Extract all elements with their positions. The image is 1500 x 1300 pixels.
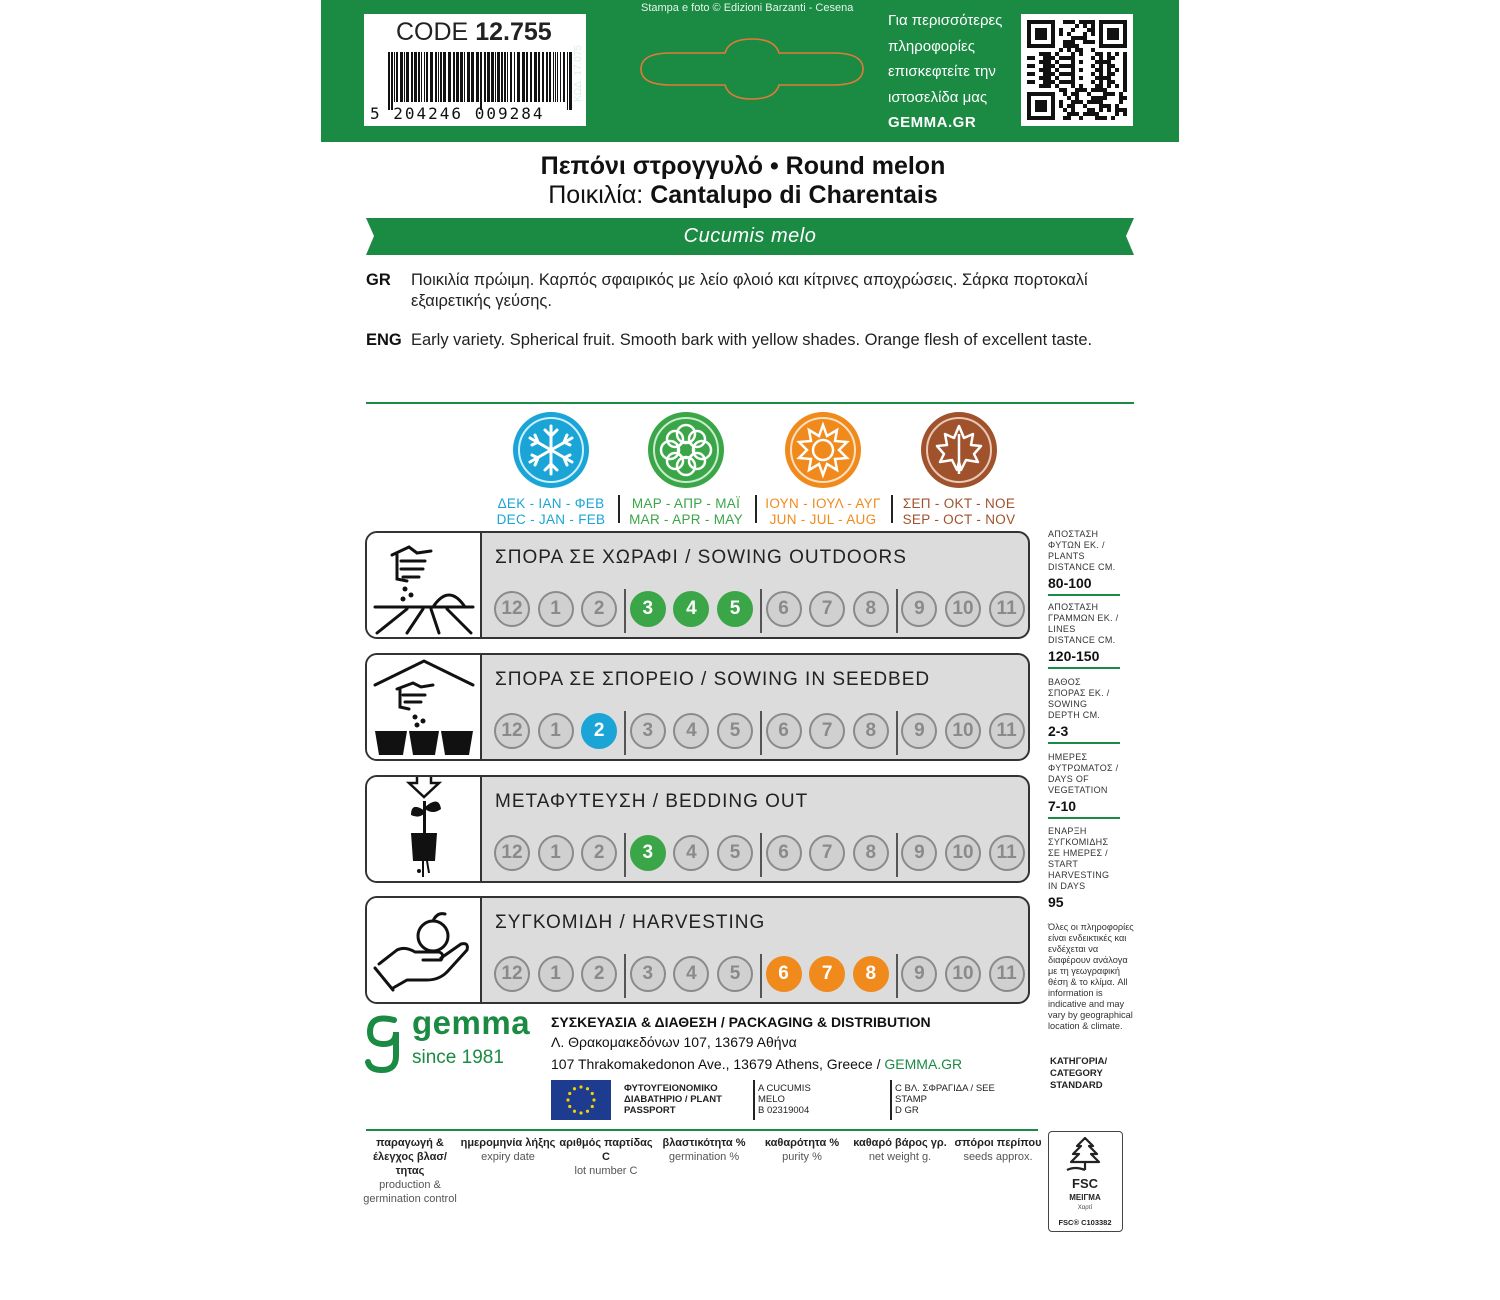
season-divider <box>755 495 757 523</box>
row-title: ΣΠΟΡΑ ΣΕ ΧΩΡΑΦΙ / SOWING OUTDOORS <box>495 547 907 568</box>
spec-caption: ΑΠΟΣΤΑΣΗ ΓΡΑΜΜΩΝ ΕΚ. / LINES DISTANCE CM. <box>1048 602 1119 645</box>
month-circle: 2 <box>581 591 617 627</box>
spec-underline <box>1048 594 1120 596</box>
fsc-tree-icon <box>1049 1132 1121 1176</box>
col-seeds-approx <box>950 1136 1046 1164</box>
category-label: ΚΑΤΗΓΟΡΙΑ/ CATEGORY STANDARD <box>1050 1056 1108 1091</box>
month-circle: 2 <box>581 835 617 871</box>
more-info-text <box>888 8 1028 136</box>
row-harvesting <box>365 896 1030 1004</box>
month-circle: 8 <box>853 835 889 871</box>
season-label-gr: ΜΑΡ - ΑΠΡ - ΜΑΪ <box>631 496 741 511</box>
month-track <box>488 591 1028 631</box>
col-lot-number <box>558 1136 654 1178</box>
divider <box>366 402 1134 404</box>
disclaimer-note: Όλες οι πληροφορίες είναι ενδεικτικές και ενδέχεται να διαφέρουν ανάλογα με τη γεωγραφική θέση & το κλίμα. All information is indicative and may vary by geographical location & climate. <box>1048 922 1134 1031</box>
month-circle: 11 <box>989 713 1025 749</box>
season-label-gr: ΣΕΠ - ΟΚΤ - ΝΟΕ <box>902 496 1016 511</box>
col-label-en: seeds approx. <box>963 1151 1033 1163</box>
more-info-line: Για περισσότερες <box>888 12 1003 29</box>
plant-passport-title: ΦΥΤΟΥΓΕΙΟΝΟΜΙΚΟ ΔΙΑΒΑΤΗΡΙΟ / PLANT PASSPORT <box>624 1083 722 1116</box>
season-summer <box>759 412 887 528</box>
month-circle: 6 <box>766 956 802 992</box>
fsc-badge <box>1048 1131 1123 1232</box>
month-circle: 12 <box>494 835 530 871</box>
row-title: ΣΥΓΚΟΜΙΔΗ / HARVESTING <box>495 912 766 933</box>
kod-code: ΚΩΔ. 17.075 <box>573 45 584 102</box>
col-label-gr: ημερομηνία λήξης <box>460 1137 556 1149</box>
month-circle: 3 <box>630 956 666 992</box>
col-label-gr: αριθμός παρτίδας C <box>559 1137 653 1163</box>
spec-value: 7-10 <box>1048 798 1077 814</box>
lang-label: GR <box>366 271 391 289</box>
quarter-divider <box>896 833 898 877</box>
quarter-divider <box>624 711 626 755</box>
month-circle: 11 <box>989 591 1025 627</box>
variety-line: Ποικιλία: Cantalupo di Charentais <box>548 181 938 209</box>
quarter-divider <box>760 954 762 998</box>
quarter-divider <box>624 954 626 998</box>
row-title: ΣΠΟΡΑ ΣΕ ΣΠΟΡΕΙΟ / SOWING IN SEEDBED <box>495 669 931 690</box>
quarter-divider <box>896 589 898 633</box>
quarter-divider <box>624 589 626 633</box>
description-text: Ποικιλία πρώιμη. Καρπός σφαιρικός με λείο φλοιό και κίτρινες αποχρώσεις. Σάρκα πορτοκαλί εξαιρετικής γεύσης. <box>411 271 1088 310</box>
plant-passport-c <box>895 1083 995 1116</box>
col-label-gr: παραγωγή & έλεγχος βλασ/τητας <box>373 1137 447 1177</box>
quarter-divider <box>896 711 898 755</box>
month-circle: 5 <box>717 956 753 992</box>
more-info-line: επισκεφτείτε την <box>888 63 996 80</box>
product-code: CODE 12.755 <box>396 18 552 46</box>
spec-caption: ΗΜΕΡΕΣ ΦΥΤΡΩΜΑΤΟΣ / DAYS OF VEGETATION <box>1048 752 1119 795</box>
season-label-en: SEP - OCT - NOV <box>902 512 1016 527</box>
col-germination <box>656 1136 752 1164</box>
month-circle: 2 <box>581 956 617 992</box>
row-sowing-seedbed <box>365 653 1030 761</box>
seedbed-icon <box>367 655 482 759</box>
month-circle: 5 <box>717 713 753 749</box>
quarter-divider <box>760 833 762 877</box>
month-circle: 1 <box>538 591 574 627</box>
row-sowing-outdoors <box>365 531 1030 639</box>
month-circle: 12 <box>494 591 530 627</box>
passport-field: B 02319004 <box>758 1105 810 1116</box>
sowing-outdoors-icon <box>367 533 482 637</box>
month-circle: 6 <box>766 835 802 871</box>
fsc-code: FSC® C103382 <box>1058 1218 1112 1227</box>
spec-value: 95 <box>1048 894 1064 910</box>
quarter-divider <box>760 589 762 633</box>
month-circle: 5 <box>717 591 753 627</box>
quarter-divider <box>624 833 626 877</box>
month-circle: 9 <box>901 835 937 871</box>
fsc-label: FSC <box>1072 1176 1098 1191</box>
month-circle: 4 <box>673 591 709 627</box>
col-production-control <box>362 1136 458 1206</box>
month-circle: 6 <box>766 591 802 627</box>
packaging-title: ΣΥΣΚΕΥΑΣΙΑ & ΔΙΑΘΕΣΗ / PACKAGING & DISTRIBUTION <box>551 1014 931 1030</box>
col-label-gr: καθαρό βάρος γρ. <box>853 1137 947 1149</box>
month-circle: 3 <box>630 713 666 749</box>
fsc-paper: Χαρτί <box>1077 1205 1093 1211</box>
spec-sowing-depth <box>1048 677 1120 744</box>
sun-icon <box>785 412 861 488</box>
spec-plants-distance <box>1048 529 1120 596</box>
fsc-mix: ΜΕΙΓΜΑ <box>1069 1193 1101 1202</box>
hang-hole-icon <box>637 35 867 103</box>
barcode-number: 5 204246 009284 <box>370 104 545 123</box>
month-circle: 9 <box>901 956 937 992</box>
month-circle: 3 <box>630 835 666 871</box>
brand-since: since 1981 <box>412 1047 504 1068</box>
season-divider <box>891 495 893 523</box>
header-band <box>321 0 1179 142</box>
description-text: Early variety. Spherical fruit. Smooth bark with yellow shades. Orange flesh of excellent taste. <box>411 331 1093 349</box>
spec-value: 80-100 <box>1048 575 1092 591</box>
flower-icon <box>648 412 724 488</box>
row-bedding-out <box>365 775 1030 883</box>
quarter-divider <box>896 954 898 998</box>
col-label-gr: βλαστικότητα % <box>662 1137 746 1149</box>
month-circle: 11 <box>989 835 1025 871</box>
passport-field: C ΒΛ. ΣΦΡΑΓΙΔΑ / SEE STAMP <box>895 1083 995 1105</box>
month-circle: 11 <box>989 956 1025 992</box>
col-label-en: purity % <box>782 1151 822 1163</box>
more-info-line: ιστοσελίδα μας <box>888 88 988 106</box>
season-label-en: JUN - JUL - AUG <box>769 512 877 527</box>
season-autumn <box>895 412 1023 528</box>
month-circle: 8 <box>853 591 889 627</box>
season-label-en: DEC - JAN - FEB <box>496 512 606 527</box>
month-circle: 10 <box>945 591 981 627</box>
month-circle: 8 <box>853 713 889 749</box>
month-circle: 4 <box>673 956 709 992</box>
month-circle: 9 <box>901 713 937 749</box>
col-purity <box>754 1136 850 1164</box>
product-title: Πεπόνι στρογγυλό • Round melon <box>540 152 946 180</box>
row-title: ΜΕΤΑΦΥΤΕΥΣΗ / BEDDING OUT <box>495 791 809 812</box>
brand-name: gemma <box>412 1004 531 1041</box>
spec-caption: ΕΝΑΡΞΗ ΣΥΓΚΟΜΙΔΗΣ ΣΕ ΗΜΕΡΕΣ / START HARVESTING IN DAYS <box>1048 826 1110 891</box>
col-label-en: expiry date <box>481 1151 535 1163</box>
month-track <box>488 956 1028 996</box>
spec-value: 120-150 <box>1048 648 1100 664</box>
month-circle: 9 <box>901 591 937 627</box>
month-track <box>488 835 1028 875</box>
month-circle: 8 <box>853 956 889 992</box>
month-circle: 7 <box>809 713 845 749</box>
gemma-logo-icon <box>364 1012 404 1074</box>
passport-divider <box>890 1080 892 1120</box>
month-circle: 12 <box>494 713 530 749</box>
address-en: 107 Thrakomakedonon Ave., 13679 Athens, Greece / GEMMA.GR <box>551 1056 963 1072</box>
month-circle: 3 <box>630 591 666 627</box>
spec-underline <box>1048 742 1120 744</box>
passport-divider <box>753 1080 755 1120</box>
month-track <box>488 713 1028 753</box>
month-circle: 1 <box>538 956 574 992</box>
printer-credit: Stampa e foto © Edizioni Barzanti - Cesena <box>641 2 854 14</box>
spec-value: 2-3 <box>1048 723 1069 739</box>
maple-leaf-icon <box>921 412 997 488</box>
col-label-en: net weight g. <box>868 1151 932 1163</box>
spec-lines-distance <box>1048 602 1120 669</box>
month-circle: 7 <box>809 835 845 871</box>
month-circle: 1 <box>538 713 574 749</box>
quarter-divider <box>760 711 762 755</box>
barcode-icon <box>388 52 574 110</box>
col-label-gr: καθαρότητα % <box>764 1137 840 1149</box>
col-label-en: germination % <box>668 1151 740 1163</box>
season-label-en: MAR - APR - MAY <box>629 512 743 527</box>
col-label-en: lot number C <box>574 1165 638 1177</box>
season-winter <box>487 412 615 528</box>
season-divider <box>618 495 620 523</box>
month-circle: 7 <box>809 956 845 992</box>
month-circle: 6 <box>766 713 802 749</box>
month-circle: 2 <box>581 713 617 749</box>
eu-flag-icon <box>551 1080 611 1120</box>
spec-underline <box>1048 817 1120 819</box>
more-info-line: πληροφορίες <box>888 37 975 55</box>
qr-code[interactable] <box>1021 14 1133 126</box>
spec-underline <box>1048 667 1120 669</box>
col-label-gr: σπόροι περίπου <box>954 1137 1042 1149</box>
month-circle: 1 <box>538 835 574 871</box>
latin-name: Cucumis melo <box>683 225 817 247</box>
passport-field: D GR <box>895 1105 919 1116</box>
season-label-gr: ΔΕΚ - ΙΑΝ - ΦΕΒ <box>497 496 605 511</box>
spec-days-vegetation <box>1048 752 1120 819</box>
month-circle: 4 <box>673 713 709 749</box>
month-circle: 4 <box>673 835 709 871</box>
month-circle: 10 <box>945 713 981 749</box>
spec-caption: ΑΠΟΣΤΑΣΗ ΦΥΤΩΝ ΕΚ. / PLANTS DISTANCE CM. <box>1048 529 1116 572</box>
address-gr: Λ. Θρακομακεδόνων 107, 13679 Αθήνα <box>551 1034 797 1050</box>
month-circle: 12 <box>494 956 530 992</box>
bottom-divider <box>366 1129 1038 1131</box>
month-circle: 10 <box>945 956 981 992</box>
month-circle: 10 <box>945 835 981 871</box>
barcode-box <box>364 14 586 126</box>
spec-caption: ΒΑΘΟΣ ΣΠΟΡΑΣ ΕΚ. / SOWING DEPTH CM. <box>1048 677 1110 720</box>
bedding-out-icon <box>367 777 482 881</box>
month-circle: 5 <box>717 835 753 871</box>
qr-code-icon <box>1027 20 1127 120</box>
harvest-hand-icon <box>367 898 482 1002</box>
spec-start-harvesting <box>1048 826 1120 910</box>
season-spring <box>622 412 750 528</box>
passport-field: A CUCUMIS MELO <box>758 1083 811 1105</box>
lang-label: ENG <box>366 331 402 349</box>
col-label-en: production & germination control <box>363 1179 457 1205</box>
snowflake-icon <box>513 412 589 488</box>
month-circle: 7 <box>809 591 845 627</box>
season-label-gr: ΙΟΥΝ - ΙΟΥΛ - ΑΥΓ <box>765 496 881 511</box>
header-website[interactable]: GEMMA.GR <box>888 114 977 131</box>
col-expiry-date <box>460 1136 556 1164</box>
plant-passport-a <box>758 1083 838 1116</box>
col-net-weight <box>852 1136 948 1164</box>
brand-website[interactable]: GEMMA.GR <box>884 1056 963 1072</box>
